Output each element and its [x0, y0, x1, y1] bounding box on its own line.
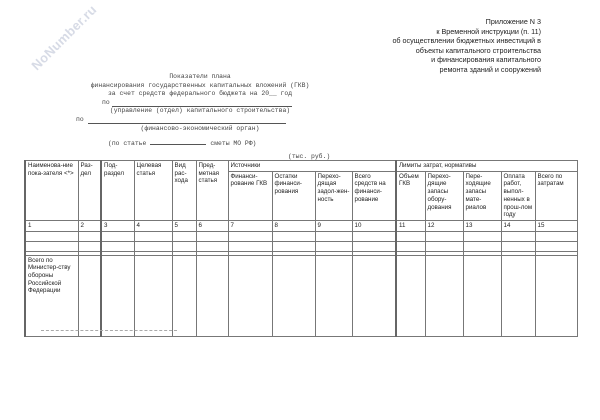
column-number: 7	[228, 220, 272, 231]
watermark: NoNumber.ru	[28, 1, 100, 74]
appendix-line: Приложение N 3	[485, 17, 541, 26]
units-label: (тыс. руб.)	[288, 153, 331, 160]
table-cell[interactable]	[272, 231, 315, 241]
table-cell[interactable]	[101, 241, 134, 251]
table-cell[interactable]	[535, 241, 577, 251]
article-suffix: сметы МО РФ)	[210, 140, 257, 147]
header-subsection: Под-раздел	[101, 161, 134, 221]
header-limits-group: Лимиты затрат, нормативы	[396, 161, 577, 172]
table-cell[interactable]	[228, 241, 272, 251]
table-cell[interactable]	[396, 231, 425, 241]
table-cell[interactable]	[463, 241, 501, 251]
table-cell[interactable]	[425, 241, 463, 251]
table-cell[interactable]	[25, 241, 78, 251]
header-limit: Пере-ходящие запасы мате-риалов	[463, 171, 501, 220]
column-number: 15	[535, 220, 577, 231]
column-number: 2	[78, 220, 101, 231]
table-cell[interactable]	[172, 255, 196, 336]
header-source: Финанси-рование ГКВ	[228, 171, 272, 220]
column-number: 11	[396, 220, 425, 231]
column-number: 3	[101, 220, 134, 231]
table-cell[interactable]	[535, 255, 577, 336]
header-limit: Всего по затратам	[535, 171, 577, 220]
column-number: 13	[463, 220, 501, 231]
table-cell[interactable]	[463, 255, 501, 336]
table-cell[interactable]	[101, 231, 134, 241]
finance-organ-field-row	[40, 116, 360, 125]
column-number: 1	[25, 220, 78, 231]
table-cell[interactable]	[25, 231, 78, 241]
header-limit: Объем ГКВ	[396, 171, 425, 220]
header-name: Наименова-ние пока-зателя <*>	[25, 161, 78, 221]
header-limit: Перехо-дящие запасы обору-дования	[425, 171, 463, 220]
department-field-row	[40, 99, 360, 108]
po-label: по	[102, 98, 110, 106]
table-cell[interactable]	[196, 255, 228, 336]
table-cell[interactable]	[315, 241, 352, 251]
appendix-line: к Временной инструкции (п. 11)	[436, 26, 541, 36]
table-cell[interactable]	[228, 231, 272, 241]
column-number: 12	[425, 220, 463, 231]
table-cell[interactable]	[272, 241, 315, 251]
column-number: 4	[134, 220, 172, 231]
column-number: 10	[352, 220, 396, 231]
header-section: Раз-дел	[78, 161, 101, 221]
article-field[interactable]	[150, 138, 206, 145]
table-cell[interactable]	[78, 231, 101, 241]
table-cell[interactable]	[425, 255, 463, 336]
total-row-label: Всего по Министер-ству обороны Российской Федерации	[25, 255, 78, 336]
header-source: Всего средств на финанси-рование	[352, 171, 396, 220]
title-line: Показатели плана	[169, 73, 231, 80]
header-sources-group: Источники	[228, 161, 396, 172]
table-cell[interactable]	[134, 231, 172, 241]
appendix-line: и финансирования капитального	[431, 55, 541, 65]
appendix-line: об осуществлении бюджетных инвестиций в	[392, 36, 541, 46]
table-cell[interactable]	[501, 231, 535, 241]
table-cell[interactable]	[172, 241, 196, 251]
plan-table	[24, 160, 578, 337]
table-row	[25, 241, 577, 251]
column-number-row	[25, 220, 577, 231]
appendix-line: объекты капитального строительства	[415, 45, 541, 55]
table-cell[interactable]	[501, 241, 535, 251]
table-cell[interactable]	[396, 255, 425, 336]
table-cell[interactable]	[196, 231, 228, 241]
table-cell[interactable]	[501, 255, 535, 336]
table-cell[interactable]	[463, 231, 501, 241]
table-cell[interactable]	[352, 255, 396, 336]
table-cell[interactable]	[352, 231, 396, 241]
title-line: финансирования государственных капитальных вложений (ГКВ)	[90, 81, 310, 89]
appendix-line: ремонта зданий и сооружений	[439, 64, 541, 74]
finance-organ-field[interactable]	[88, 123, 286, 124]
header-subject: Пред-метная статья	[196, 161, 228, 221]
article-prefix: (по статье	[108, 140, 147, 147]
table-cell[interactable]	[425, 231, 463, 241]
column-number: 6	[196, 220, 228, 231]
table-cell[interactable]	[134, 255, 172, 336]
department-field[interactable]	[112, 106, 292, 107]
title-line: за счет средств федерального бюджета на 20__ год	[107, 90, 293, 98]
total-row	[25, 255, 577, 336]
table-cell[interactable]	[272, 255, 315, 336]
table-cell[interactable]	[352, 241, 396, 251]
table-row	[25, 231, 577, 241]
table-cell[interactable]	[315, 255, 352, 336]
header-target: Целевая статья	[134, 161, 172, 221]
column-number: 14	[501, 220, 535, 231]
table-cell[interactable]	[78, 255, 101, 336]
header-source: Перехо-дящая задол-жен-ность	[315, 171, 352, 220]
document-title-block	[40, 73, 360, 133]
table-cell[interactable]	[101, 255, 134, 336]
po-label: по	[76, 115, 84, 123]
finance-organ-caption: (финансово-экономический орган)	[140, 124, 260, 132]
table-cell[interactable]	[172, 231, 196, 241]
table-cell[interactable]	[228, 255, 272, 336]
table-cell[interactable]	[396, 241, 425, 251]
footnote-separator	[41, 330, 177, 331]
table-cell[interactable]	[196, 241, 228, 251]
table-cell[interactable]	[315, 231, 352, 241]
table-cell[interactable]	[134, 241, 172, 251]
column-number: 5	[172, 220, 196, 231]
column-number: 9	[315, 220, 352, 231]
column-number: 8	[272, 220, 315, 231]
article-line	[108, 138, 256, 147]
header-limit: Оплата работ, выпол-ненных в прош-лом году	[501, 171, 535, 220]
department-caption: (управление (отдел) капитального строительства)	[109, 107, 291, 115]
header-source: Остатки финанси-рования	[272, 171, 315, 220]
header-expense-type: Вид рас-хода	[172, 161, 196, 221]
table-cell[interactable]	[535, 231, 577, 241]
appendix-note	[301, 17, 541, 75]
table-cell[interactable]	[78, 241, 101, 251]
